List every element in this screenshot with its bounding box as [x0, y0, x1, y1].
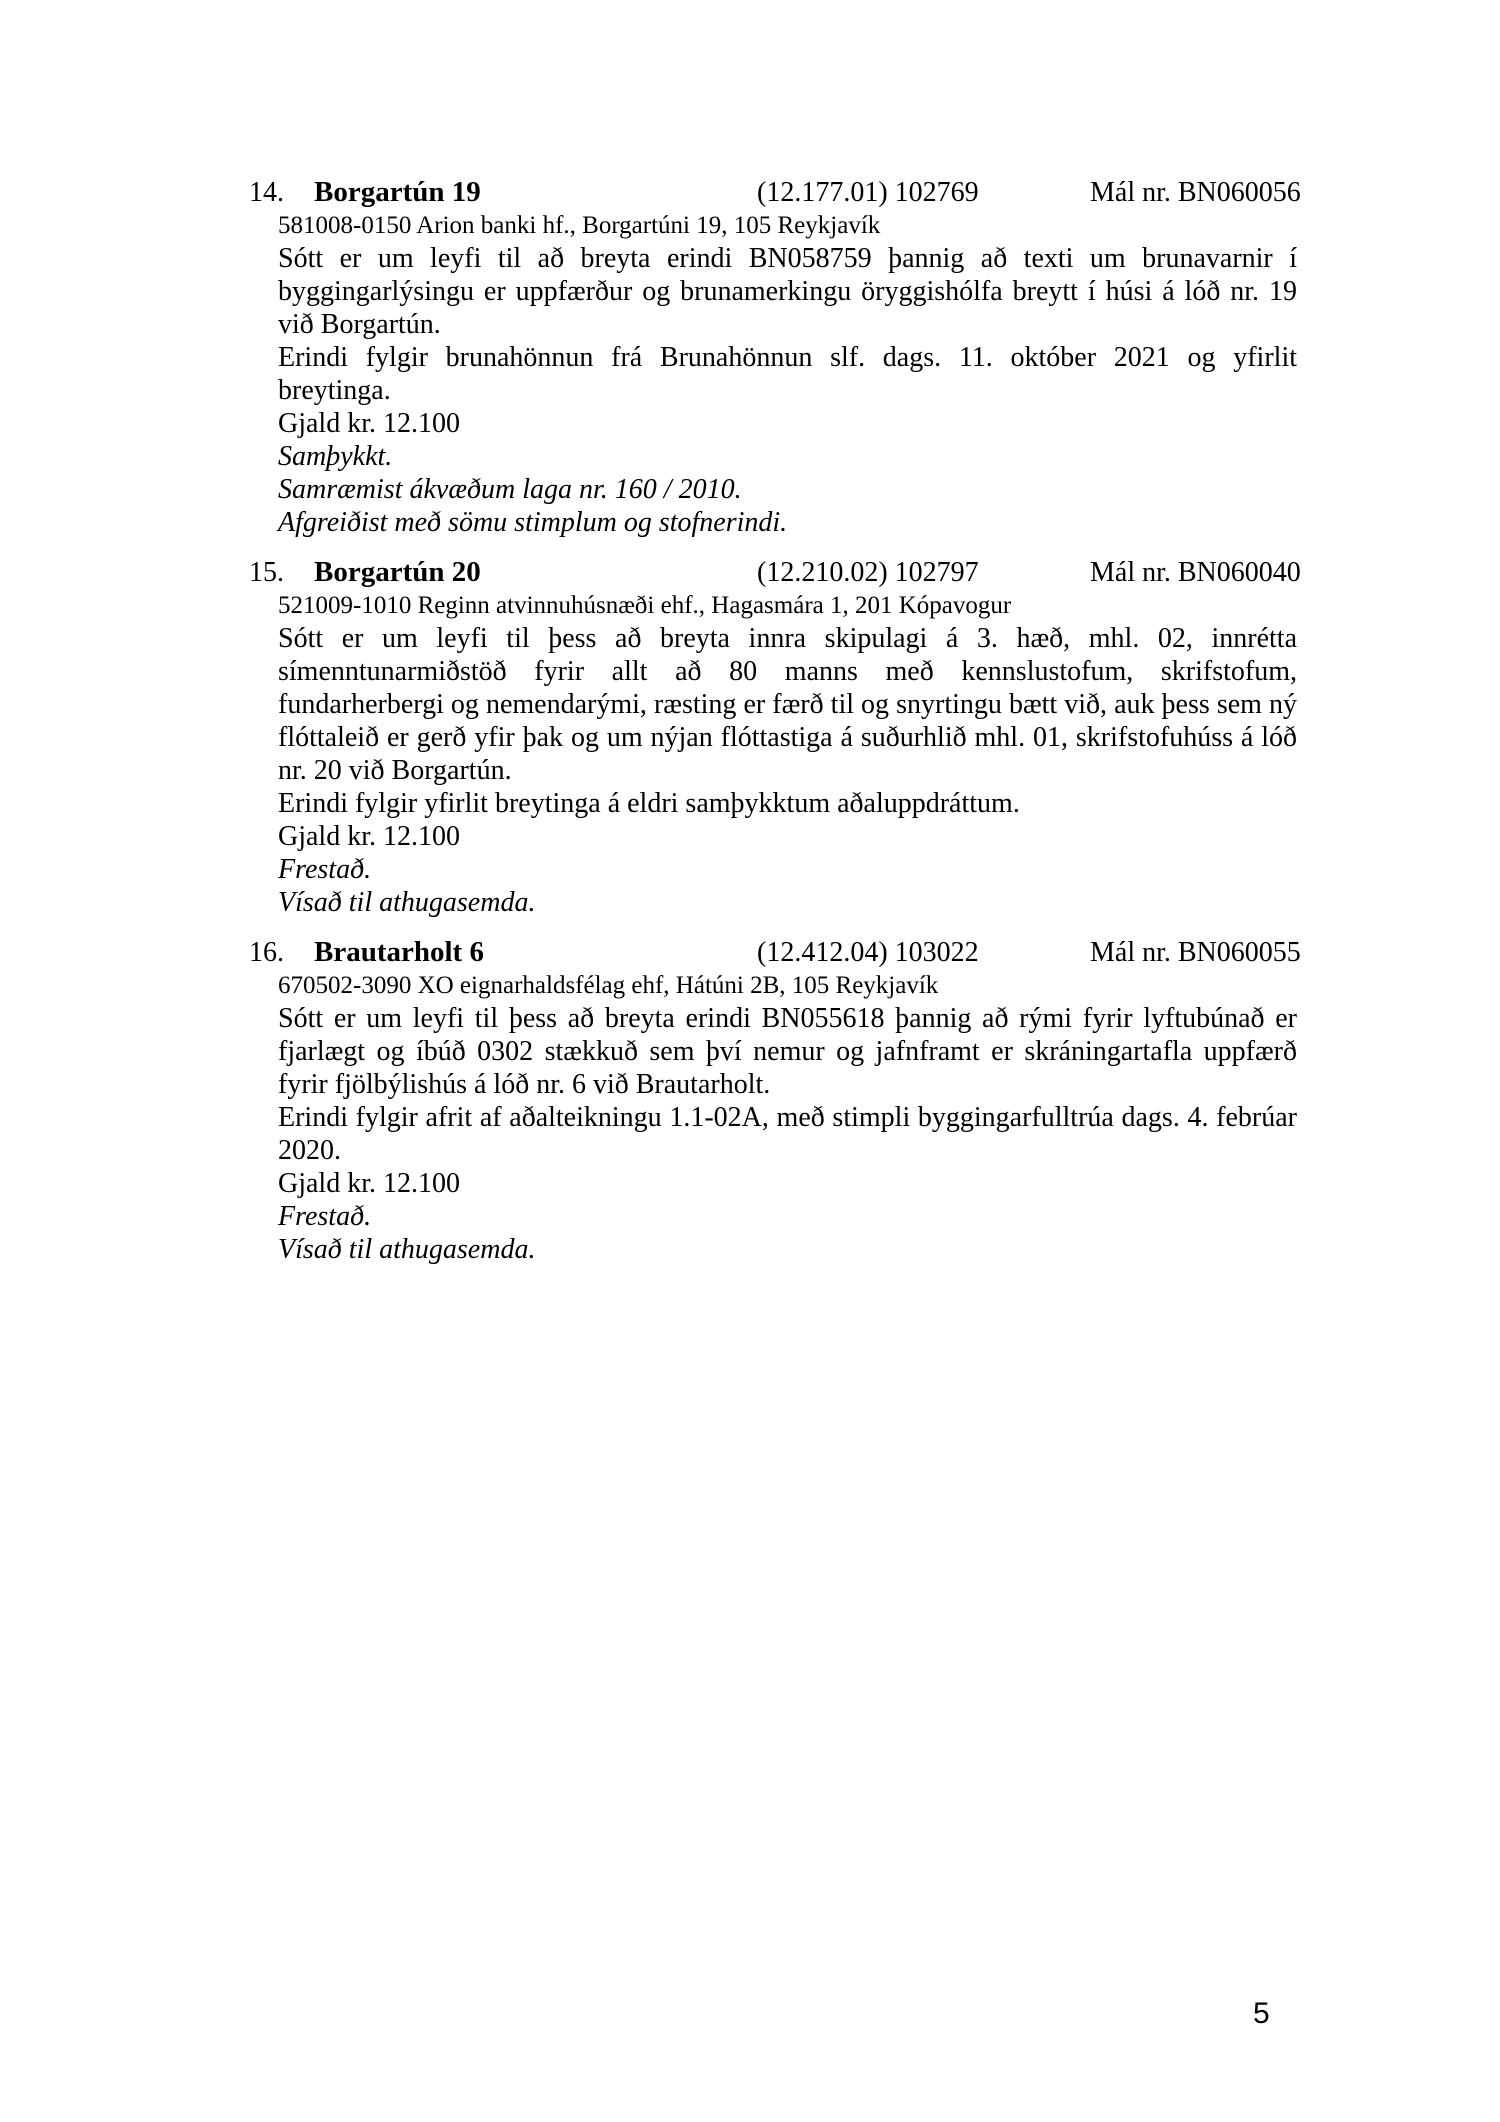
item-case-number: Mál nr. BN060056: [1090, 177, 1301, 208]
item-fee: Gjald kr. 12.100: [278, 1168, 460, 1199]
item-reference: (12.412.04) 103022: [757, 937, 979, 968]
item-attachments: Erindi fylgir afrit af aðalteikningu 1.1-02A, með stimpli byggingarfulltrúa dags. 4. febrúar 2020.: [278, 1102, 1297, 1166]
item-number: 16.: [249, 937, 284, 968]
agenda-item-16: [249, 936, 1301, 1266]
item-title: Brautarholt 6: [314, 936, 484, 968]
item-applicant: 521009-1010 Reginn atvinnuhúsnæði ehf., Hagasmára 1, 201 Kópavogur: [278, 592, 1012, 619]
item-applicant: 581008-0150 Arion banki hf., Borgartúni 19, 105 Reykjavík: [278, 212, 881, 239]
item-fee: Gjald kr. 12.100: [278, 821, 460, 852]
item-number: 15.: [249, 557, 284, 588]
item-decision: Afgreiðist með sömu stimplum og stofnerindi.: [278, 507, 788, 538]
item-fee: Gjald kr. 12.100: [278, 408, 460, 439]
item-attachments: Erindi fylgir brunahönnun frá Brunahönnun slf. dags. 11. október 2021 og yfirlit breytinga.: [278, 342, 1297, 406]
item-decision: Vísað til athugasemda.: [278, 887, 536, 918]
item-header: [249, 556, 1301, 589]
item-decision: Vísað til athugasemda.: [278, 1234, 536, 1265]
item-number: 14.: [249, 177, 284, 208]
agenda-item-14: [249, 176, 1301, 539]
item-header: [249, 176, 1301, 209]
agenda-items-list: [249, 176, 1301, 1283]
item-description: Sótt er um leyfi til þess að breyta innra skipulagi á 3. hæð, mhl. 02, innrétta símenntunarmiðstöð fyrir allt að 80 manns með kennslustofum, skrifstofum, fundarherbergi og nemendarými, ræsting er færð til og snyrtingu bætt við, auk þess sem ný flóttaleið er gerð yfir þak og um nýjan flóttastiga á suðurhlið mhl. 01, skrifstofuhúss á lóð nr. 20 við Borgartún.: [278, 623, 1297, 786]
item-applicant: 670502-3090 XO eignarhaldsfélag ehf, Hátúni 2B, 105 Reykjavík: [278, 972, 939, 999]
item-description: Sótt er um leyfi til að breyta erindi BN058759 þannig að texti um brunavarnir í byggingarlýsingu er uppfærður og brunamerkingu öryggishólfa breytt í húsi á lóð nr. 19 við Borgartún.: [278, 243, 1297, 340]
item-attachments: Erindi fylgir yfirlit breytinga á eldri samþykktum aðaluppdráttum.: [278, 788, 1020, 819]
item-case-number: Mál nr. BN060040: [1090, 557, 1301, 588]
item-header: [249, 936, 1301, 969]
item-decision: Samræmist ákvæðum laga nr. 160 / 2010.: [278, 474, 742, 505]
item-decision: Samþykkt.: [278, 441, 393, 472]
item-case-number: Mál nr. BN060055: [1090, 937, 1301, 968]
agenda-item-15: [249, 556, 1301, 919]
item-reference: (12.177.01) 102769: [757, 177, 979, 208]
item-decision: Frestað.: [278, 854, 372, 885]
item-title: Borgartún 19: [314, 176, 481, 208]
item-title: Borgartún 20: [314, 556, 481, 588]
item-decision: Frestað.: [278, 1201, 372, 1232]
page-number: 5: [1253, 1997, 1270, 2030]
item-description: Sótt er um leyfi til þess að breyta erindi BN055618 þannig að rými fyrir lyftubúnað er fjarlægt og íbúð 0302 stækkuð sem því nemur og jafnframt er skráningartafla uppfærð fyrir fjölbýlishús á lóð nr. 6 við Brautarholt.: [278, 1003, 1297, 1100]
item-reference: (12.210.02) 102797: [757, 557, 979, 588]
